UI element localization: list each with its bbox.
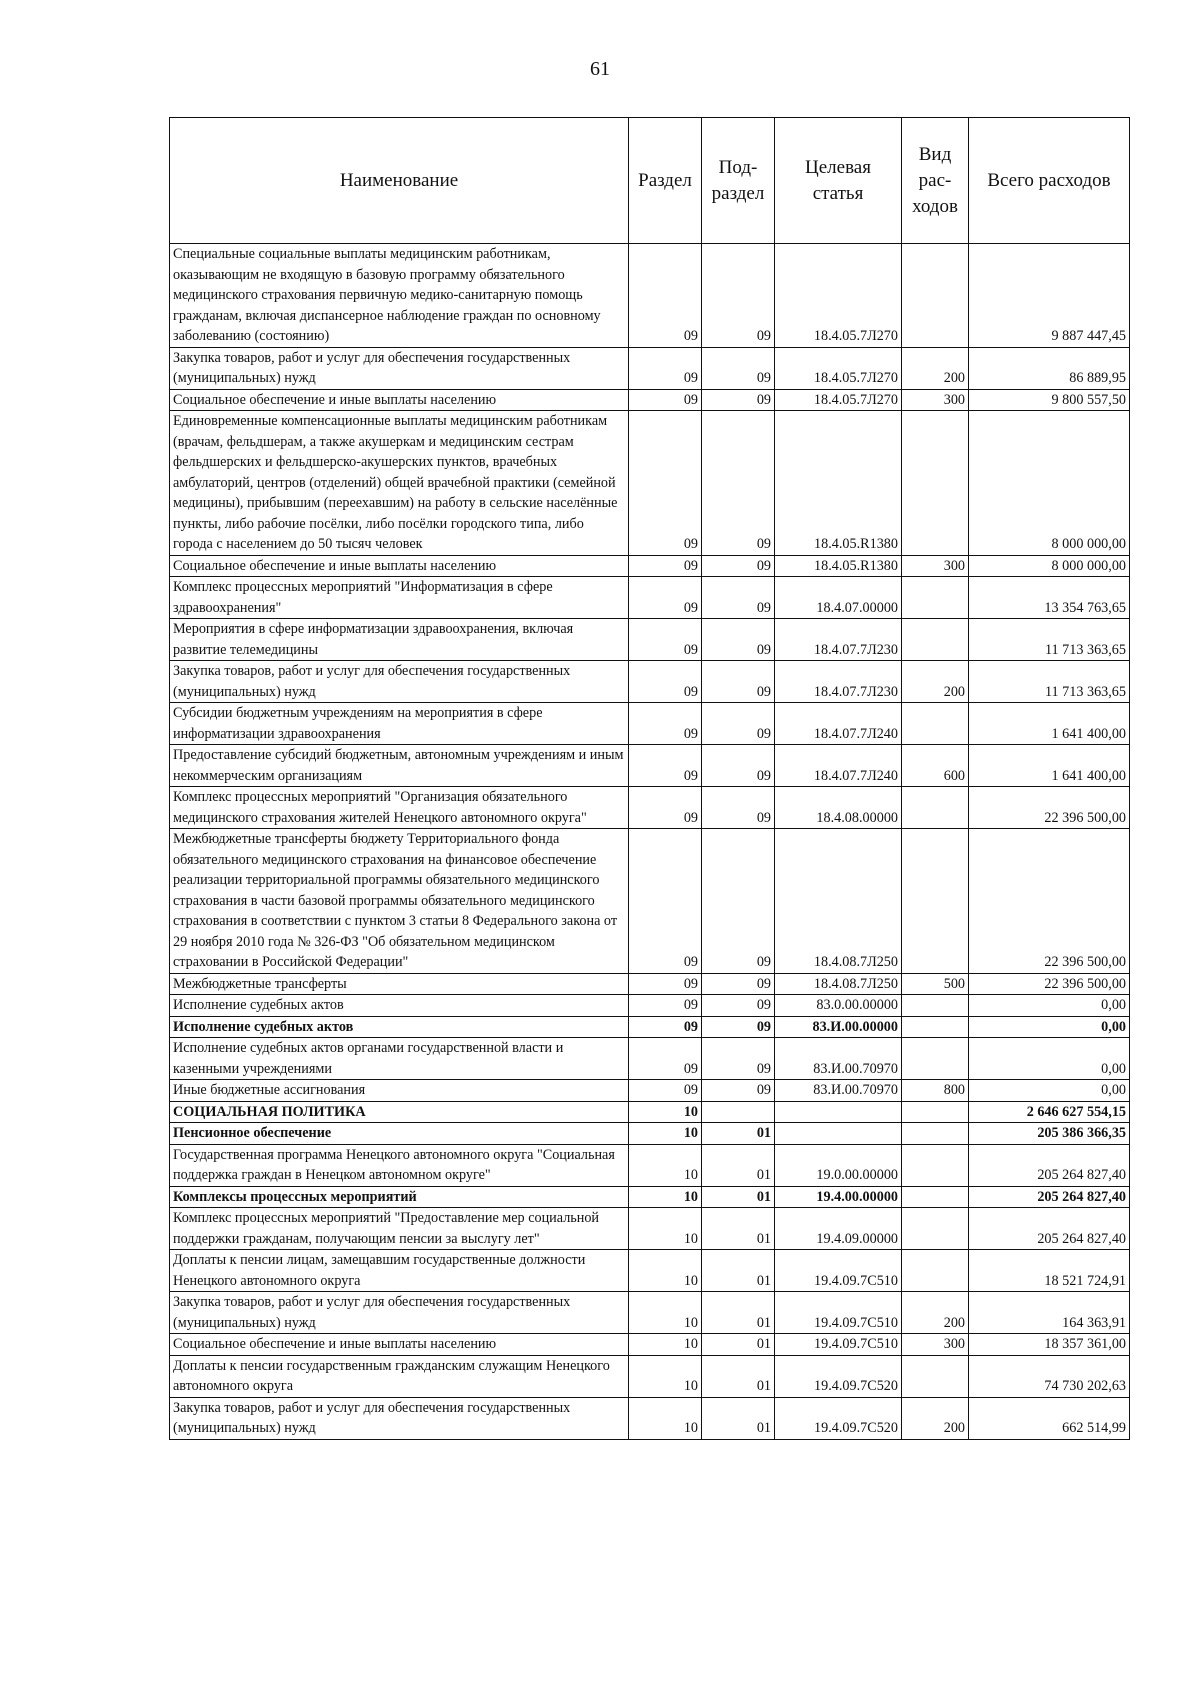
cell-expense-type bbox=[902, 995, 969, 1017]
table-row bbox=[170, 1250, 1130, 1292]
cell-total: 0,00 bbox=[969, 1038, 1130, 1080]
cell-target-article: 18.4.05.7Л270 bbox=[775, 347, 902, 389]
cell-total: 1 641 400,00 bbox=[969, 703, 1130, 745]
cell-expense-type bbox=[902, 1038, 969, 1080]
table-row bbox=[170, 1016, 1130, 1038]
cell-total: 11 713 363,65 bbox=[969, 661, 1130, 703]
cell-section: 09 bbox=[629, 1038, 702, 1080]
table-row bbox=[170, 1123, 1130, 1145]
cell-section: 10 bbox=[629, 1144, 702, 1186]
table-header-row bbox=[170, 118, 1130, 244]
table-row bbox=[170, 1355, 1130, 1397]
cell-subsection: 09 bbox=[702, 619, 775, 661]
cell-section: 10 bbox=[629, 1123, 702, 1145]
cell-total: 11 713 363,65 bbox=[969, 619, 1130, 661]
cell-total: 86 889,95 bbox=[969, 347, 1130, 389]
cell-expense-type: 200 bbox=[902, 1292, 969, 1334]
cell-name: Доплаты к пенсии государственным гражданским служащим Ненецкого автономного округа bbox=[170, 1355, 629, 1397]
cell-subsection: 09 bbox=[702, 787, 775, 829]
cell-name: Специальные социальные выплаты медицинским работникам, оказывающим не входящую в базовую программу обязательного медицинского страхования первичную медико-санитарную помощь гражданам, включая диспансерное наблюдение граждан по основному заболеванию (состоянию) bbox=[170, 244, 629, 348]
cell-section: 10 bbox=[629, 1334, 702, 1356]
cell-section: 09 bbox=[629, 703, 702, 745]
cell-expense-type bbox=[902, 1144, 969, 1186]
cell-total: 1 641 400,00 bbox=[969, 745, 1130, 787]
cell-expense-type: 500 bbox=[902, 973, 969, 995]
cell-section: 09 bbox=[629, 555, 702, 577]
cell-section: 10 bbox=[629, 1397, 702, 1439]
table-row bbox=[170, 703, 1130, 745]
cell-total: 2 646 627 554,15 bbox=[969, 1101, 1130, 1123]
cell-expense-type bbox=[902, 244, 969, 348]
cell-expense-type: 300 bbox=[902, 1334, 969, 1356]
cell-name: Закупка товаров, работ и услуг для обеспечения государственных (муниципальных) нужд bbox=[170, 661, 629, 703]
cell-target-article: 18.4.08.7Л250 bbox=[775, 829, 902, 974]
cell-target-article: 19.4.00.00000 bbox=[775, 1186, 902, 1208]
cell-expense-type: 600 bbox=[902, 745, 969, 787]
cell-section: 09 bbox=[629, 347, 702, 389]
cell-target-article: 18.4.05.R1380 bbox=[775, 555, 902, 577]
budget-table bbox=[169, 117, 1130, 1440]
cell-subsection: 01 bbox=[702, 1250, 775, 1292]
cell-section: 09 bbox=[629, 995, 702, 1017]
cell-section: 09 bbox=[629, 661, 702, 703]
cell-expense-type bbox=[902, 1250, 969, 1292]
table-row bbox=[170, 829, 1130, 974]
cell-subsection: 09 bbox=[702, 973, 775, 995]
table-row bbox=[170, 787, 1130, 829]
cell-expense-type: 200 bbox=[902, 347, 969, 389]
cell-name: Государственная программа Ненецкого автономного округа "Социальная поддержка граждан в Ненецком автономном округе" bbox=[170, 1144, 629, 1186]
cell-name: Закупка товаров, работ и услуг для обеспечения государственных (муниципальных) нужд bbox=[170, 1397, 629, 1439]
cell-name: Закупка товаров, работ и услуг для обеспечения государственных (муниципальных) нужд bbox=[170, 347, 629, 389]
cell-subsection: 09 bbox=[702, 661, 775, 703]
cell-target-article bbox=[775, 1123, 902, 1145]
cell-name: Социальное обеспечение и иные выплаты населению bbox=[170, 389, 629, 411]
table-row bbox=[170, 555, 1130, 577]
cell-target-article: 18.4.08.7Л250 bbox=[775, 973, 902, 995]
cell-total: 164 363,91 bbox=[969, 1292, 1130, 1334]
cell-target-article: 83.0.00.00000 bbox=[775, 995, 902, 1017]
cell-expense-type bbox=[902, 1208, 969, 1250]
cell-subsection: 01 bbox=[702, 1355, 775, 1397]
table-row bbox=[170, 1397, 1130, 1439]
cell-target-article: 18.4.07.7Л230 bbox=[775, 661, 902, 703]
cell-target-article: 19.4.09.7С510 bbox=[775, 1292, 902, 1334]
cell-subsection: 09 bbox=[702, 389, 775, 411]
cell-target-article: 19.4.09.7С520 bbox=[775, 1355, 902, 1397]
cell-subsection: 01 bbox=[702, 1292, 775, 1334]
cell-name: Субсидии бюджетным учреждениям на мероприятия в сфере информатизации здравоохранения bbox=[170, 703, 629, 745]
cell-total: 74 730 202,63 bbox=[969, 1355, 1130, 1397]
cell-section: 10 bbox=[629, 1292, 702, 1334]
cell-name: Исполнение судебных актов bbox=[170, 995, 629, 1017]
cell-total: 22 396 500,00 bbox=[969, 973, 1130, 995]
cell-expense-type: 300 bbox=[902, 555, 969, 577]
cell-section: 09 bbox=[629, 577, 702, 619]
cell-target-article: 19.4.09.7С520 bbox=[775, 1397, 902, 1439]
cell-total: 18 357 361,00 bbox=[969, 1334, 1130, 1356]
cell-total: 13 354 763,65 bbox=[969, 577, 1130, 619]
cell-target-article: 19.0.00.00000 bbox=[775, 1144, 902, 1186]
header-expense-type: Вид рас- ходов bbox=[902, 118, 969, 244]
cell-target-article: 18.4.07.7Л230 bbox=[775, 619, 902, 661]
cell-target-article: 18.4.07.7Л240 bbox=[775, 703, 902, 745]
table-row bbox=[170, 1186, 1130, 1208]
header-section: Раздел bbox=[629, 118, 702, 244]
cell-section: 09 bbox=[629, 619, 702, 661]
cell-subsection: 09 bbox=[702, 347, 775, 389]
cell-target-article bbox=[775, 1101, 902, 1123]
cell-name: Комплекс процессных мероприятий "Информатизация в сфере здравоохранения" bbox=[170, 577, 629, 619]
cell-subsection: 09 bbox=[702, 577, 775, 619]
cell-section: 10 bbox=[629, 1208, 702, 1250]
cell-subsection: 09 bbox=[702, 555, 775, 577]
cell-subsection: 09 bbox=[702, 995, 775, 1017]
cell-expense-type bbox=[902, 703, 969, 745]
cell-total: 9 800 557,50 bbox=[969, 389, 1130, 411]
cell-section: 09 bbox=[629, 973, 702, 995]
cell-name: Иные бюджетные ассигнования bbox=[170, 1080, 629, 1102]
table-row bbox=[170, 244, 1130, 348]
header-total: Всего расходов bbox=[969, 118, 1130, 244]
cell-section: 09 bbox=[629, 411, 702, 556]
cell-subsection: 01 bbox=[702, 1397, 775, 1439]
cell-subsection: 09 bbox=[702, 411, 775, 556]
cell-target-article: 18.4.07.7Л240 bbox=[775, 745, 902, 787]
cell-name: СОЦИАЛЬНАЯ ПОЛИТИКА bbox=[170, 1101, 629, 1123]
cell-expense-type bbox=[902, 829, 969, 974]
table-row bbox=[170, 1101, 1130, 1123]
table-row bbox=[170, 619, 1130, 661]
cell-name: Межбюджетные трансферты bbox=[170, 973, 629, 995]
cell-target-article: 18.4.07.00000 bbox=[775, 577, 902, 619]
cell-total: 205 264 827,40 bbox=[969, 1144, 1130, 1186]
table-row bbox=[170, 1080, 1130, 1102]
header-name: Наименование bbox=[170, 118, 629, 244]
cell-expense-type bbox=[902, 411, 969, 556]
cell-target-article: 19.4.09.00000 bbox=[775, 1208, 902, 1250]
cell-name: Исполнение судебных актов органами государственной власти и казенными учреждениями bbox=[170, 1038, 629, 1080]
cell-expense-type bbox=[902, 787, 969, 829]
cell-name: Социальное обеспечение и иные выплаты населению bbox=[170, 1334, 629, 1356]
cell-target-article: 83.И.00.70970 bbox=[775, 1080, 902, 1102]
cell-subsection: 09 bbox=[702, 1080, 775, 1102]
cell-subsection: 01 bbox=[702, 1123, 775, 1145]
cell-expense-type: 200 bbox=[902, 661, 969, 703]
cell-total: 18 521 724,91 bbox=[969, 1250, 1130, 1292]
cell-target-article: 83.И.00.00000 bbox=[775, 1016, 902, 1038]
cell-total: 8 000 000,00 bbox=[969, 555, 1130, 577]
cell-name: Мероприятия в сфере информатизации здравоохранения, включая развитие телемедицины bbox=[170, 619, 629, 661]
cell-total: 205 264 827,40 bbox=[969, 1186, 1130, 1208]
cell-expense-type bbox=[902, 1123, 969, 1145]
header-subsection: Под- раздел bbox=[702, 118, 775, 244]
cell-target-article: 83.И.00.70970 bbox=[775, 1038, 902, 1080]
cell-section: 10 bbox=[629, 1355, 702, 1397]
cell-subsection: 09 bbox=[702, 745, 775, 787]
cell-subsection: 09 bbox=[702, 1016, 775, 1038]
table-row bbox=[170, 411, 1130, 556]
table-row bbox=[170, 1334, 1130, 1356]
cell-section: 09 bbox=[629, 829, 702, 974]
table-row bbox=[170, 1144, 1130, 1186]
cell-total: 0,00 bbox=[969, 1080, 1130, 1102]
cell-total: 22 396 500,00 bbox=[969, 787, 1130, 829]
cell-total: 205 264 827,40 bbox=[969, 1208, 1130, 1250]
cell-target-article: 19.4.09.7С510 bbox=[775, 1250, 902, 1292]
cell-target-article: 18.4.05.7Л270 bbox=[775, 389, 902, 411]
cell-expense-type bbox=[902, 1186, 969, 1208]
cell-subsection: 09 bbox=[702, 703, 775, 745]
table-row bbox=[170, 745, 1130, 787]
cell-name: Исполнение судебных актов bbox=[170, 1016, 629, 1038]
cell-expense-type: 800 bbox=[902, 1080, 969, 1102]
cell-name: Межбюджетные трансферты бюджету Территориального фонда обязательного медицинского страхования на финансовое обеспечение реализации территориальной программы обязательного медицинского страхования в части базовой программы обязательного медицинского страхования в соответствии с пунктом 3 статьи 8 Федерального закона от 29 ноября 2010 года № 326-ФЗ "Об обязательном медицинском страховании в Российской Федерации" bbox=[170, 829, 629, 974]
table-row bbox=[170, 973, 1130, 995]
cell-section: 09 bbox=[629, 1080, 702, 1102]
page-number: 61 bbox=[590, 58, 610, 80]
cell-expense-type: 300 bbox=[902, 389, 969, 411]
cell-name: Комплексы процессных мероприятий bbox=[170, 1186, 629, 1208]
table-row bbox=[170, 661, 1130, 703]
cell-section: 10 bbox=[629, 1186, 702, 1208]
cell-total: 22 396 500,00 bbox=[969, 829, 1130, 974]
cell-subsection: 09 bbox=[702, 829, 775, 974]
table-row bbox=[170, 1038, 1130, 1080]
cell-total: 662 514,99 bbox=[969, 1397, 1130, 1439]
cell-total: 8 000 000,00 bbox=[969, 411, 1130, 556]
table-row bbox=[170, 389, 1130, 411]
cell-section: 09 bbox=[629, 389, 702, 411]
cell-name: Комплекс процессных мероприятий "Предоставление мер социальной поддержки гражданам, получающим пенсии за выслугу лет" bbox=[170, 1208, 629, 1250]
cell-subsection: 01 bbox=[702, 1334, 775, 1356]
table-row bbox=[170, 995, 1130, 1017]
cell-target-article: 18.4.05.7Л270 bbox=[775, 244, 902, 348]
cell-expense-type: 200 bbox=[902, 1397, 969, 1439]
header-target-article: Целевая статья bbox=[775, 118, 902, 244]
cell-total: 0,00 bbox=[969, 995, 1130, 1017]
cell-name: Единовременные компенсационные выплаты медицинским работникам (врачам, фельдшерам, а также акушеркам и медицинским сестрам фельдшерских и фельдшерско-акушерских пунктов, врачебных амбулаторий, центров (отделений) общей врачебной практики (семейной медицины), прибывшим (переехавшим) на работу в сельские населённые пункты, либо рабочие посёлки, либо посёлки городского типа, либо города с населением до 50 тысяч человек bbox=[170, 411, 629, 556]
cell-section: 10 bbox=[629, 1250, 702, 1292]
cell-subsection: 09 bbox=[702, 244, 775, 348]
cell-expense-type bbox=[902, 1355, 969, 1397]
cell-total: 9 887 447,45 bbox=[969, 244, 1130, 348]
cell-name: Предоставление субсидий бюджетным, автономным учреждениям и иным некоммерческим организациям bbox=[170, 745, 629, 787]
cell-total: 205 386 366,35 bbox=[969, 1123, 1130, 1145]
cell-target-article: 19.4.09.7С510 bbox=[775, 1334, 902, 1356]
cell-subsection: 01 bbox=[702, 1186, 775, 1208]
cell-name: Социальное обеспечение и иные выплаты населению bbox=[170, 555, 629, 577]
cell-name: Пенсионное обеспечение bbox=[170, 1123, 629, 1145]
cell-section: 09 bbox=[629, 787, 702, 829]
cell-section: 10 bbox=[629, 1101, 702, 1123]
cell-subsection bbox=[702, 1101, 775, 1123]
cell-name: Доплаты к пенсии лицам, замещавшим государственные должности Ненецкого автономного округа bbox=[170, 1250, 629, 1292]
cell-expense-type bbox=[902, 1016, 969, 1038]
cell-expense-type bbox=[902, 1101, 969, 1123]
cell-subsection: 01 bbox=[702, 1208, 775, 1250]
cell-expense-type bbox=[902, 619, 969, 661]
cell-total: 0,00 bbox=[969, 1016, 1130, 1038]
cell-expense-type bbox=[902, 577, 969, 619]
table-body bbox=[170, 244, 1130, 1440]
table-row bbox=[170, 347, 1130, 389]
table-row bbox=[170, 1208, 1130, 1250]
cell-name: Закупка товаров, работ и услуг для обеспечения государственных (муниципальных) нужд bbox=[170, 1292, 629, 1334]
table-row bbox=[170, 1292, 1130, 1334]
cell-target-article: 18.4.08.00000 bbox=[775, 787, 902, 829]
cell-section: 09 bbox=[629, 244, 702, 348]
cell-target-article: 18.4.05.R1380 bbox=[775, 411, 902, 556]
cell-name: Комплекс процессных мероприятий "Организация обязательного медицинского страхования жителей Ненецкого автономного округа" bbox=[170, 787, 629, 829]
cell-subsection: 09 bbox=[702, 1038, 775, 1080]
cell-subsection: 01 bbox=[702, 1144, 775, 1186]
table-row bbox=[170, 577, 1130, 619]
cell-section: 09 bbox=[629, 1016, 702, 1038]
cell-section: 09 bbox=[629, 745, 702, 787]
